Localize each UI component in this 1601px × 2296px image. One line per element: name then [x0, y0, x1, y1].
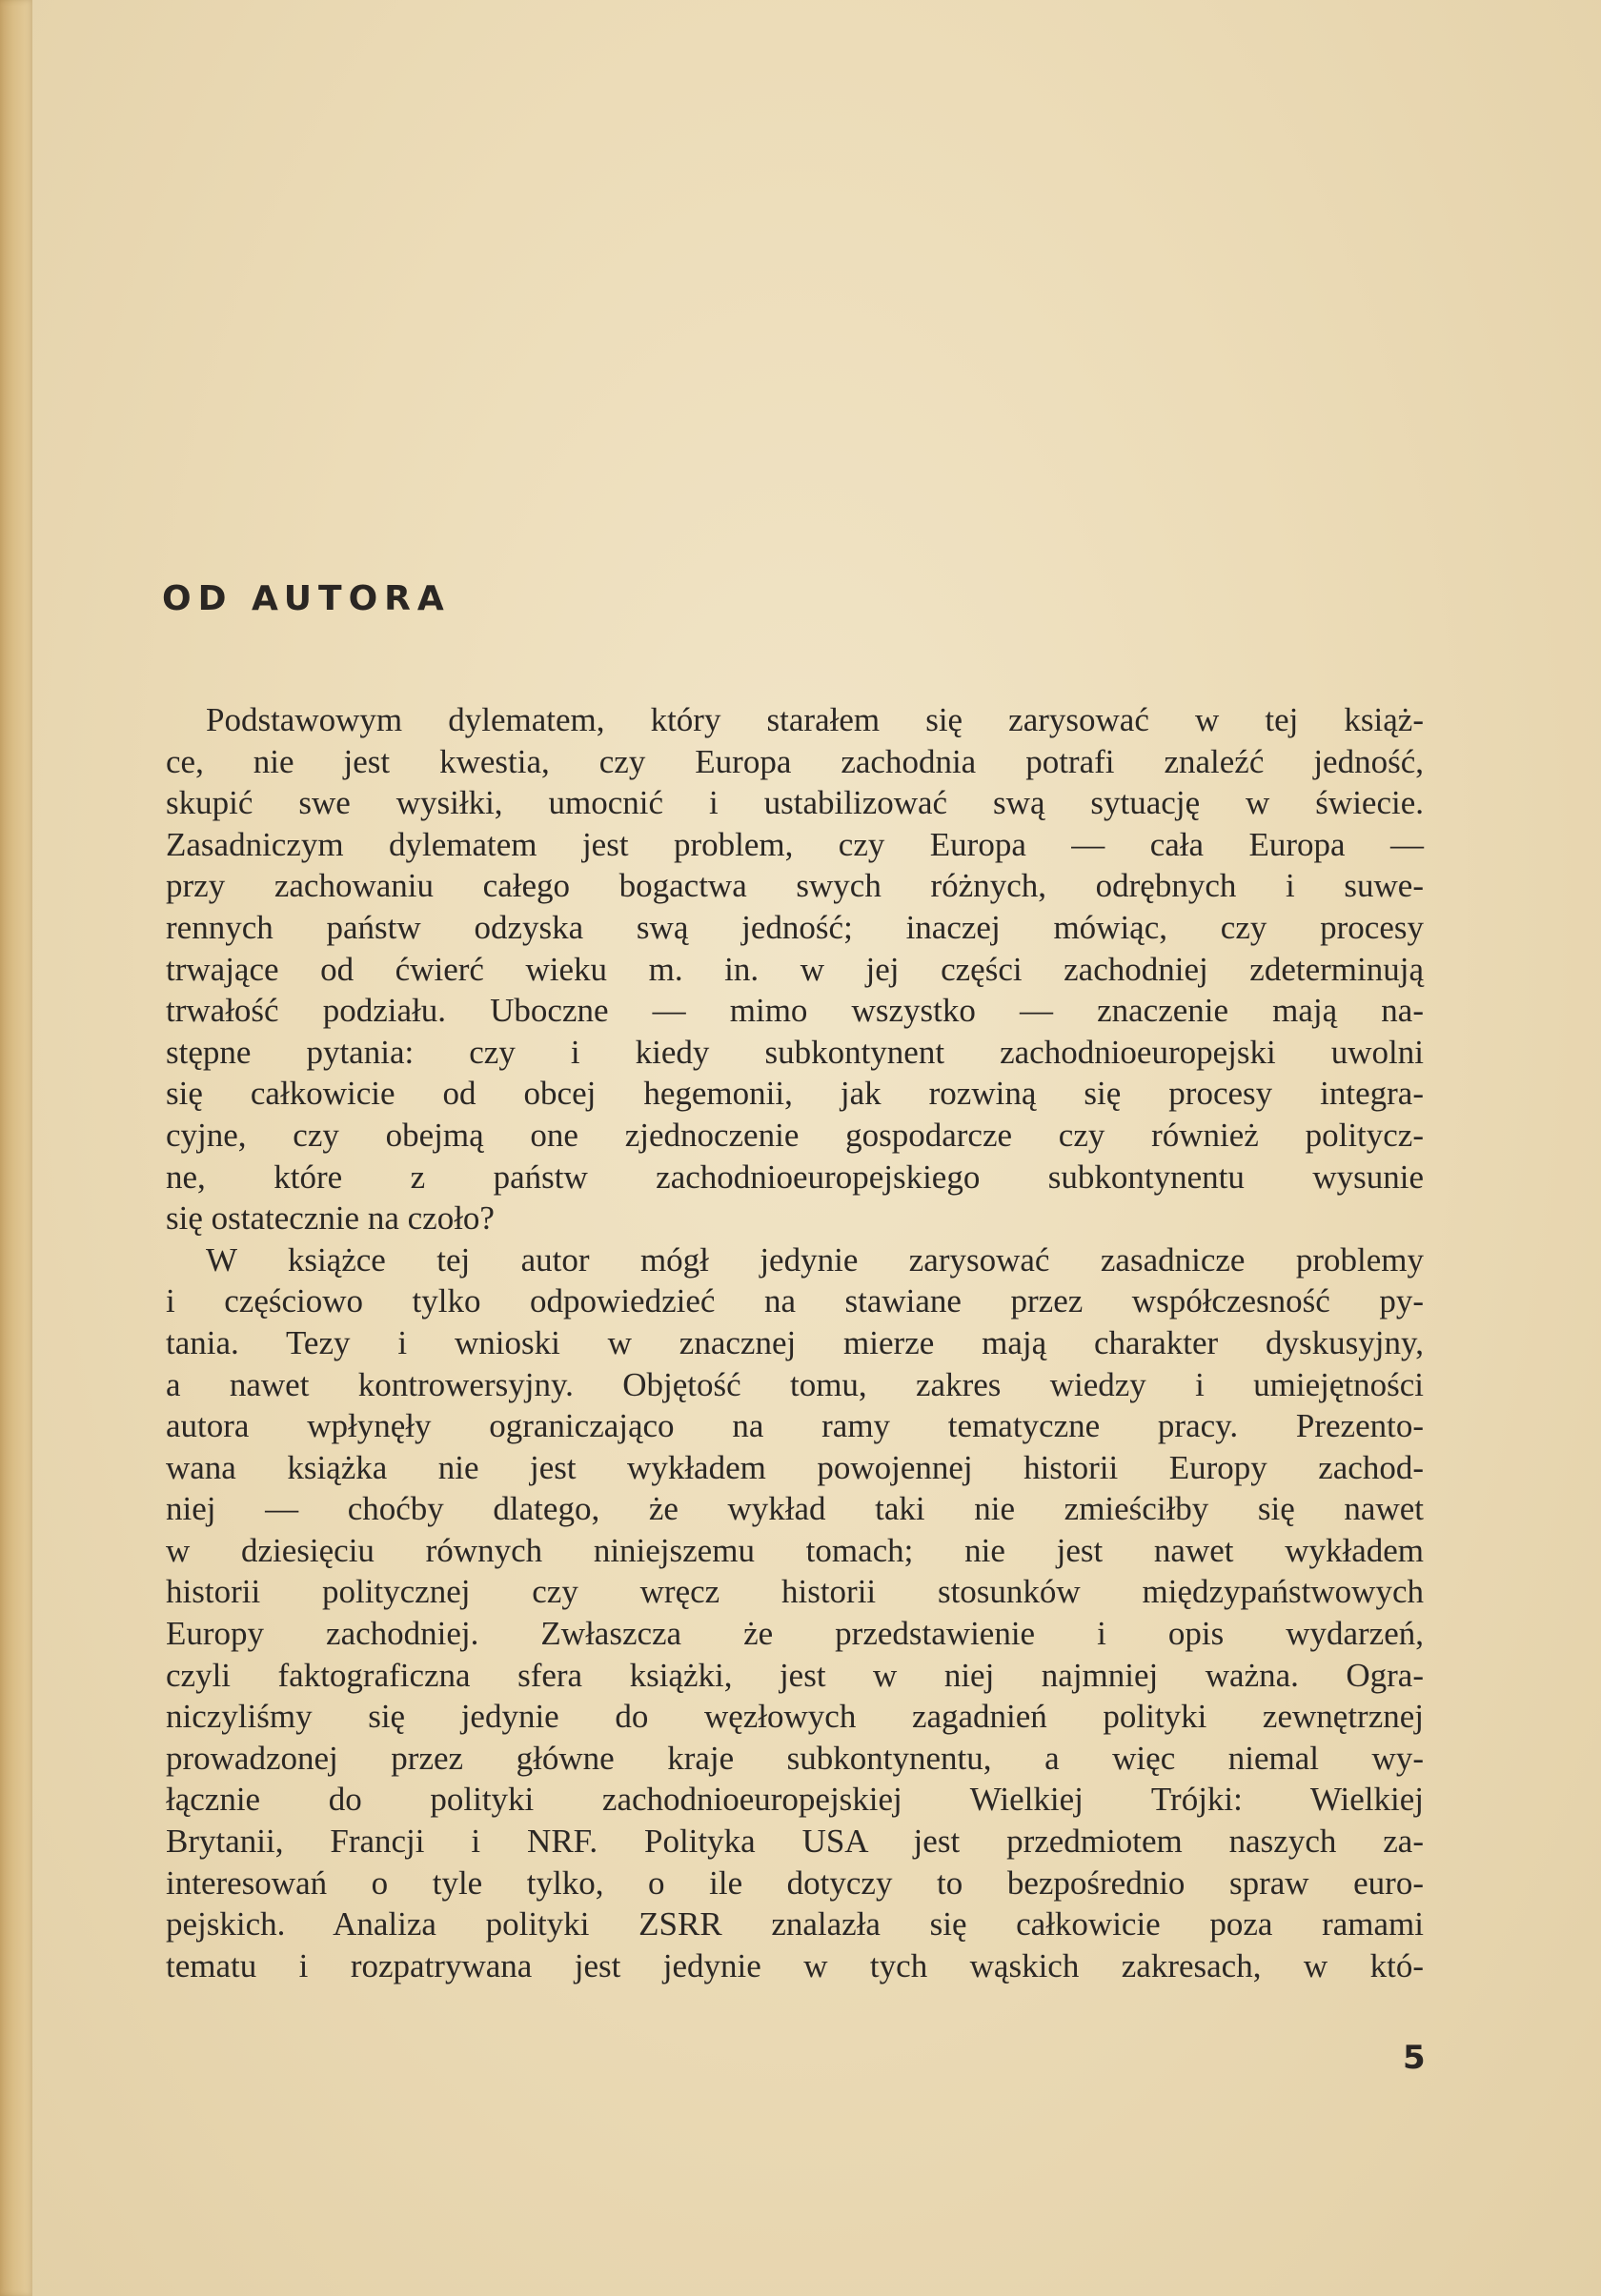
text-line: łącznie do polityki zachodnioeuropejskiej Wielkiej Trójki: Wielkiej: [166, 1781, 1424, 1819]
text-line: skupić swe wysiłki, umocnić i ustabilizować swą sytuację w świecie.: [166, 784, 1424, 822]
text-line: Zasadniczym dylematem jest problem, czy Europa — cała Europa —: [166, 825, 1424, 863]
text-line: się całkowicie od obcej hegemonii, jak rozwiną się procesy integra-: [166, 1075, 1424, 1113]
text-line: się ostatecznie na czoło?: [166, 1199, 495, 1238]
body-text: [166, 699, 1424, 1986]
text-line: a nawet kontrowersyjny. Objętość tomu, zakres wiedzy i umiejętności: [166, 1365, 1424, 1403]
text-line: interesowań o tyle tylko, o ile dotyczy to bezpośrednio spraw euro-: [166, 1863, 1424, 1902]
text-line: historii politycznej czy wręcz historii stosunków międzypaństwowych: [166, 1573, 1424, 1611]
text-line: prowadzonej przez główne kraje subkontynentu, a więc niemal wy-: [166, 1739, 1424, 1777]
text-line: ce, nie jest kwestia, czy Europa zachodnia potrafi znaleźć jedność,: [166, 742, 1424, 780]
text-line: wana książka nie jest wykładem powojennej historii Europy zachod-: [166, 1448, 1424, 1486]
text-line: w dziesięciu równych niniejszemu tomach; nie jest nawet wykładem: [166, 1531, 1424, 1569]
text-line: trwałość podziału. Uboczne — mimo wszystko — znaczenie mają na-: [166, 992, 1424, 1030]
book-spine-edge: [0, 0, 32, 2296]
chapter-heading: OD AUTORA: [162, 579, 451, 618]
text-line: rennych państw odzyska swą jedność; inaczej mówiąc, czy procesy: [166, 908, 1424, 946]
text-line: tematu i rozpatrywana jest jedynie w tych wąskich zakresach, w któ-: [166, 1946, 1424, 1984]
text-line: niej — choćby dlatego, że wykład taki nie zmieściłby się nawet: [166, 1490, 1424, 1528]
text-line: pejskich. Analiza polityki ZSRR znalazła się całkowicie poza ramami: [166, 1905, 1424, 1944]
page-number: 5: [1403, 2039, 1426, 2077]
text-line: i częściowo tylko odpowiedzieć na stawiane przez współczesność py-: [166, 1282, 1424, 1320]
text-line: czyli faktograficzna sfera książki, jest w niej najmniej ważna. Ogra-: [166, 1656, 1424, 1694]
text-line: Brytanii, Francji i NRF. Polityka USA jest przedmiotem naszych za-: [166, 1823, 1424, 1861]
text-line: autora wpłynęły ograniczająco na ramy tematyczne pracy. Prezento-: [166, 1407, 1424, 1445]
text-line: tania. Tezy i wnioski w znacznej mierze mają charakter dyskusyjny,: [166, 1323, 1424, 1361]
text-line: W książce tej autor mógł jedynie zarysować zasadnicze problemy: [206, 1240, 1424, 1279]
text-line: stępne pytania: czy i kiedy subkontynent zachodnioeuropejski uwolni: [166, 1033, 1424, 1071]
text-line: przy zachowaniu całego bogactwa swych różnych, odrębnych i suwe-: [166, 867, 1424, 905]
text-line: niczyliśmy się jedynie do węzłowych zagadnień polityki zewnętrznej: [166, 1698, 1424, 1736]
text-line: Europy zachodniej. Zwłaszcza że przedstawienie i opis wydarzeń,: [166, 1615, 1424, 1653]
text-line: trwające od ćwierć wieku m. in. w jej części zachodniej zdeterminują: [166, 950, 1424, 988]
text-line: Podstawowym dylematem, który starałem się zarysować w tej książ-: [206, 701, 1424, 738]
text-line: cyjne, czy obejmą one zjednoczenie gospodarcze czy również politycz-: [166, 1116, 1424, 1154]
text-line: ne, które z państw zachodnioeuropejskiego subkontynentu wysunie: [166, 1158, 1424, 1196]
